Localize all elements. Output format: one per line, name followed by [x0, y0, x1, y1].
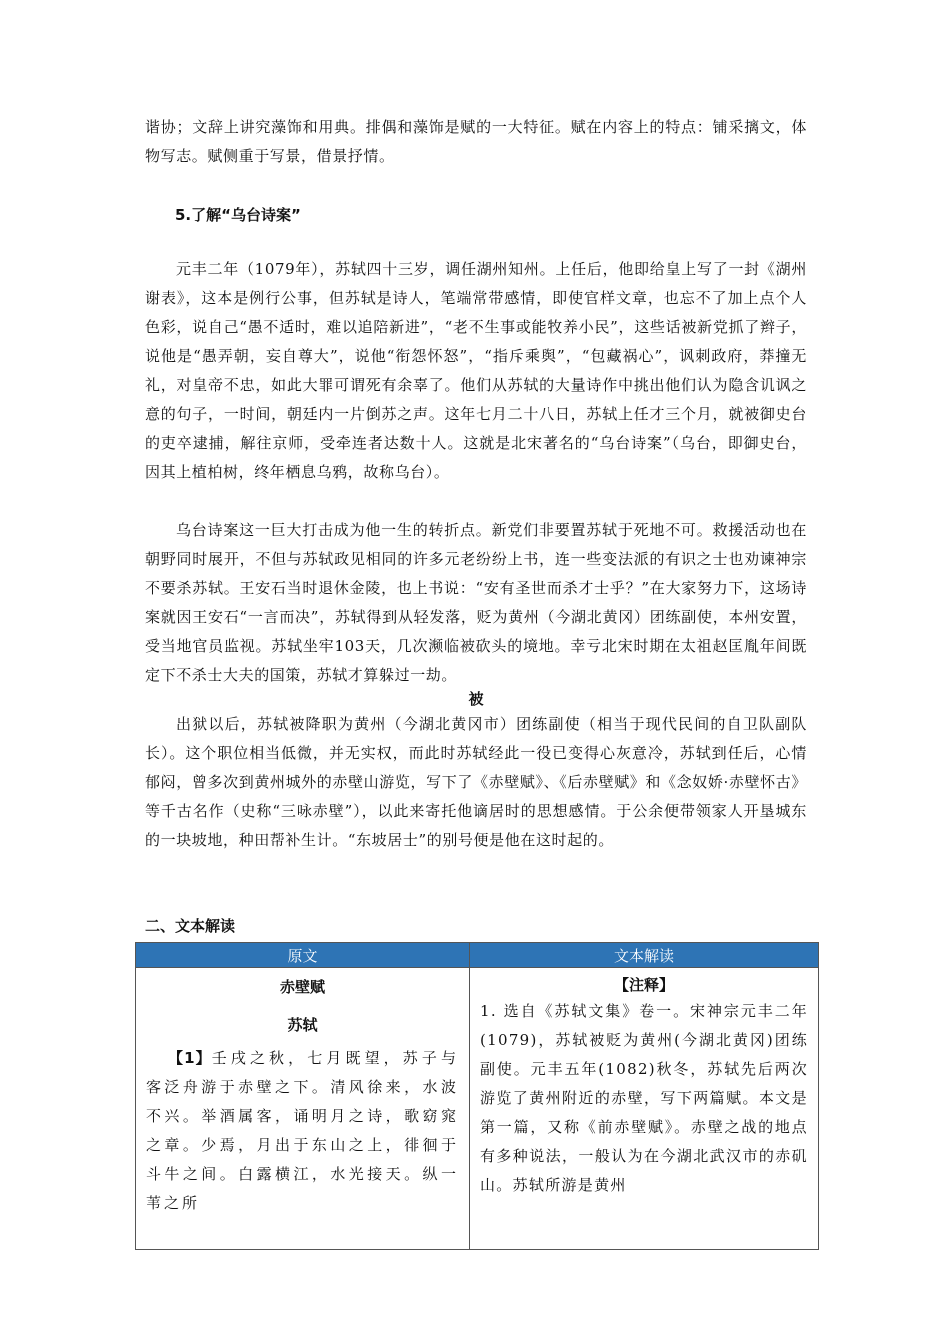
poem-title: 赤壁赋: [279, 978, 325, 996]
section5-heading: 5.了解“乌台诗案”: [175, 206, 301, 224]
original-text-cell: [136, 968, 470, 1250]
table-header-original: 原文: [136, 943, 470, 968]
intro-paragraph: 谐协；文辞上讲究藻饰和用典。排偶和藻饰是赋的一大特征。赋在内容上的特点：铺采摛文，体物写志。赋侧重于写景，借景抒情。: [145, 118, 807, 165]
poem-text: 壬戌之秋，七月既望，苏子与客泛舟游于赤壁之下。清风徐来，水波不兴。举酒属客，诵明月之诗，歌窈窕之章。少焉，月出于东山之上，徘徊于斗牛之间。白露横江，水光接天。纵一苇之所: [146, 1049, 459, 1212]
interpretation-cell: [470, 968, 819, 1250]
poem-paragraph-1: [146, 1044, 459, 1218]
section2-heading: 二、文本解读: [145, 917, 236, 935]
wutai-paragraph-1: 元丰二年（1079年），苏轼四十三岁，调任湖州知州。上任后，他即给皇上写了一封《湖州谢表》，这本是例行公事，但苏轼是诗人，笔端常带感情，即使官样文章，也忘不了加上点个人色彩，说自己“愚不适时，难以追陪新进”，“老不生事或能牧养小民”，这些话被新党抓了辫子，说他是“愚弄朝，妄自尊大”，说他“衔怨怀怒”，“指斥乘舆”，“包藏祸心”，讽刺政府，莽撞无礼，对皇帝不忠，如此大罪可谓死有余辜了。他们从苏轼的大量诗作中挑出他们认为隐含讥讽之意的句子，一时间，朝廷内一片倒苏之声。这年七月二十八日，苏轼上任才三个月，就被御史台的吏卒逮捕，解往京师，受牵连者达数十人。这就是北宋著名的“乌台诗案”（乌台，即御史台，因其上植柏树，终年栖息乌鸦，故称乌台）。: [145, 260, 807, 481]
paragraph-number: 【1】: [168, 1049, 212, 1067]
table-header-interpretation: 文本解读: [470, 943, 819, 968]
poem-author: 苏轼: [287, 1016, 318, 1034]
center-word: 被: [468, 690, 484, 708]
after-prison-paragraph: 出狱以后，苏轼被降职为黄州（今湖北黄冈市）团练副使（相当于现代民间的自卫队副队长）。这个职位相当低微，并无实权，而此时苏轼经此一役已变得心灰意冷，苏轼到任后，心情郁闷，曾多次到黄州城外的赤壁山游览，写下了《赤壁赋》、《后赤壁赋》和《念奴娇·赤壁怀古》等千古名作（史称“三咏赤壁”），以此来寄托他谪居时的思想感情。于公余便带领家人开垦城东的一块坡地，种田帮补生计。“东坡居士”的别号便是他在这时起的。: [145, 715, 807, 849]
notes-title: 【注释】: [613, 976, 674, 994]
wutai-paragraph-2: 乌台诗案这一巨大打击成为他一生的转折点。新党们非要置苏轼于死地不可。救援活动也在朝野同时展开，不但与苏轼政见相同的许多元老纷纷上书，连一些变法派的有识之士也劝谏神宗不要杀苏轼。王安石当时退休金陵，也上书说：“安有圣世而杀才士乎？”在大家努力下，这场诗案就因王安石“一言而决”，苏轼得到从轻发落，贬为黄州（今湖北黄冈）团练副使，本州安置，受当地官员监视。苏轼坐牢103天，几次濒临被砍头的境地。幸亏北宋时期在太祖赵匡胤年间既定下不杀士大夫的国策，苏轼才算躲过一劫。: [145, 521, 807, 684]
notes-text: 1. 选自《苏轼文集》卷一。宋神宗元丰二年(1079)，苏轼被贬为黄州(今湖北黄冈)团练副使。元丰五年(1082)秋冬，苏轼先后两次游览了黄州附近的赤壁，写下两篇赋。本文是第一篇，又称《前赤壁赋》。赤壁之战的地点有多种说法，一般认为在今湖北武汉市的赤矶山。苏轼所游是黄州: [480, 1002, 808, 1194]
text-reading-table: [135, 942, 819, 1250]
